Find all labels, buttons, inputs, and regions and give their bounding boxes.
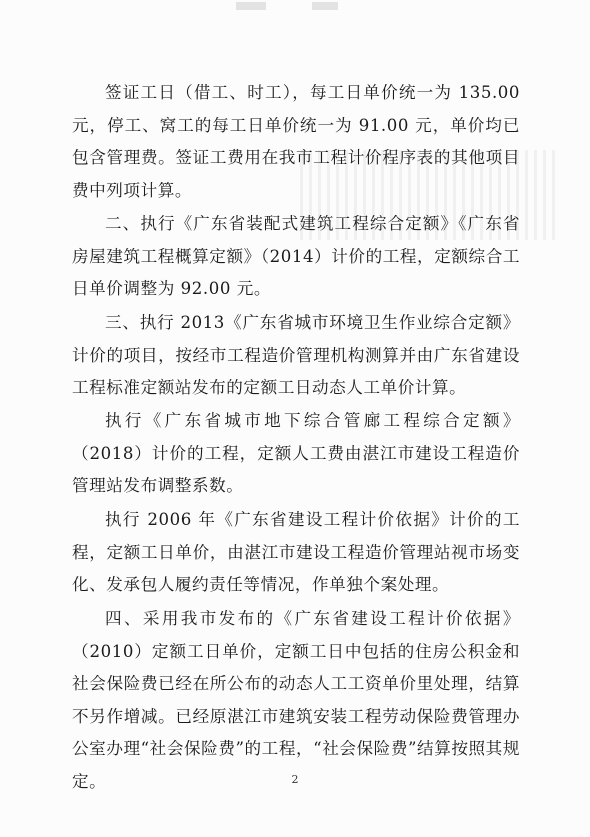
paragraph-sign-off-wage: 签证工日（借工、时工），每工日单价统一为 135.00 元，停工、窝工的每工日单价统一为 91.00 元，单价均已包含管理费。签证工费用在我市工程计价程序表的其他项目费中列项计算。 [72, 83, 520, 200]
page-number: 2 [291, 773, 299, 786]
paragraph-item-four: 四、采用我市发布的《广东省建设工程计价依据》（2010）定额工日单价，定额工日中包括的住房公积金和社会保险费已经在所公布的动态人工工资单价里处理，结算不另作增减。已经原湛江市建筑安装工程劳动保险费管理办公室办理“社会保险费”的工程，“社会保险费”结算按照其规定。 [72, 609, 520, 791]
scan-artifact-mark [236, 2, 266, 10]
scan-artifact-mark [312, 2, 338, 10]
paragraph-2006-basis: 执行 2006 年《广东省建设工程计价依据》计价的工程，定额工日单价，由湛江市建设工程造价管理站视市场变化、发承包人履约责任等情况，作单独个案处理。 [72, 510, 520, 595]
paragraph-item-two: 二、执行《广东省装配式建筑工程综合定额》《广东省房屋建筑工程概算定额》（2014）计价的工程，定额综合工日单价调整为 92.00 元。 [72, 214, 520, 299]
paragraph-item-three: 三、执行 2013《广东省城市环境卫生作业综合定额》计价的项目，按经市工程造价管理机构测算并由广东省建设工程标准定额站发布的定额工日动态人工单价计算。 [72, 313, 520, 398]
paragraph-utility-tunnel: 执行《广东省城市地下综合管廊工程综合定额》（2018）计价的工程，定额人工费由湛江市建设工程造价管理站发布调整系数。 [72, 411, 520, 496]
